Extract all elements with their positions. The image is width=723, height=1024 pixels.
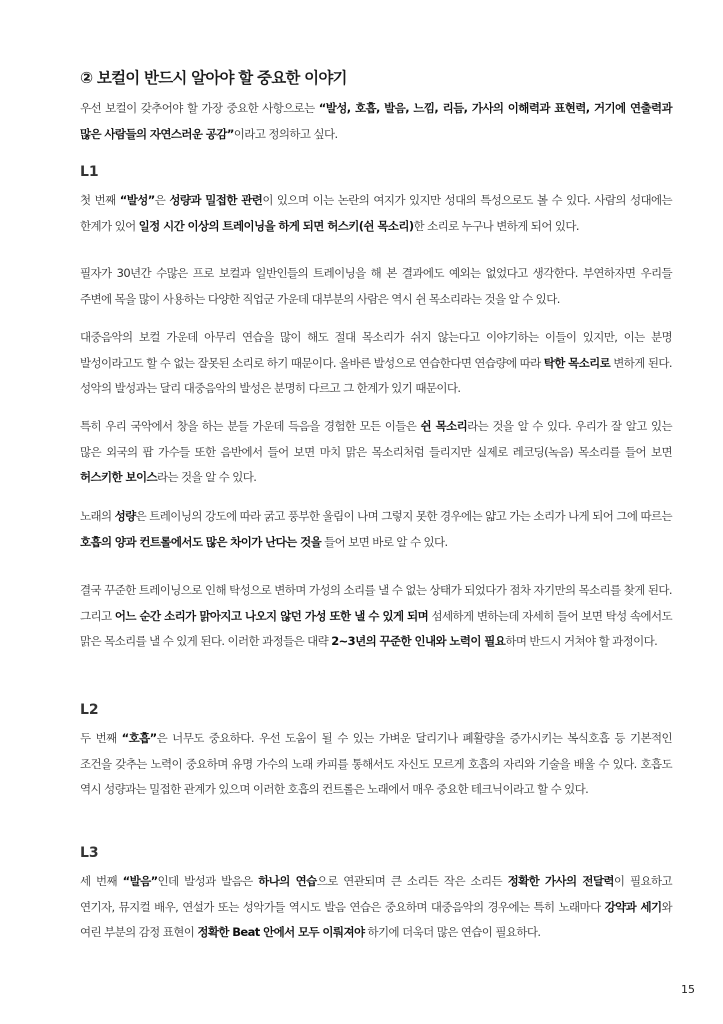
body-text: 이 있으며 이는 논란의 여지가 있지만 성대의 특성으로도 볼 수 있다. 사람의 성대에는 한계가 있어 [80, 193, 672, 233]
body-text: 두 번째 [80, 731, 122, 745]
emphasis-text: 정확한 가사의 전달력 [507, 874, 614, 888]
body-text: 라는 것을 알 수 있다. 우리가 잘 알고 있는 많은 외국의 팝 가수들 또한 음반에서 들어 보면 마치 맑은 목소리처럼 들리지만 실제로 레코딩(녹음) 목소리를 들어 보면 [80, 419, 672, 459]
emphasis-text: 일정 시간 이상의 트레이닝을 하게 되면 허스키(쉰 목소리) [138, 218, 414, 233]
emphasis-text: 성량 [114, 509, 136, 523]
body-text: 와 여린 부분의 감정 표현이 [80, 899, 673, 939]
emphasis-text: 성량과 밀접한 관련 [169, 193, 263, 207]
body-text: 이라고 정의하고 싶다. [233, 126, 338, 141]
body-text: 인데 발성과 발음은 [157, 874, 259, 888]
body-paragraph [80, 578, 672, 655]
section-l2 [80, 700, 672, 796]
body-text: 세 번째 [80, 874, 123, 888]
body-text: 은 트레이닝의 강도에 따라 굵고 풍부한 울림이 나며 그렇지 못한 경우에는 얇고 가는 소리가 나게 되어 그에 따르는 [135, 509, 672, 523]
intro-paragraph [80, 96, 672, 147]
body-paragraph [80, 261, 672, 312]
body-text: 이 필요하고 연기자, 뮤지컬 배우, 연설가 또는 성악가들 역시도 발음 연습은 중요하며 대중음악의 경우에는 특히 노래마다 [80, 874, 673, 914]
body-text: 변하게 된다. 성악의 발성과는 달리 대중음악의 발성은 분명히 다르고 그 한계가 있기 때문이다. [80, 355, 672, 395]
body-paragraph [80, 188, 672, 239]
section-l1 [80, 162, 672, 648]
section-l3 [80, 843, 673, 939]
body-text: 라는 것을 알 수 있다. [156, 470, 257, 484]
body-text: 특히 우리 국악에서 창을 하는 분들 가운데 득음을 경험한 모든 이들은 [80, 419, 421, 433]
body-text: 결국 꾸준한 트레이닝으로 인해 탁성으로 변하며 가성의 소리를 낼 수 없는 상태가 되었다가 점차 자기만의 목소리를 찾게 된다. 그리고 [80, 583, 672, 623]
body-text: 첫 번째 [80, 193, 120, 207]
body-text: 우선 보컬이 갖추어야 할 가장 중요한 사항으로는 [80, 101, 319, 115]
body-paragraph [80, 325, 672, 402]
emphasis-text: 정확한 Beat 안에서 모두 이뤄져야 [197, 925, 365, 939]
emphasis-text: “발성, 호흡, 발음, 느낌, 리듬, 가사의 이해력과 표현력, 거기에 연출력과 많은 사람들의 자연스러운 공감” [80, 101, 672, 141]
body-text: 하며 반드시 거쳐야 할 과정이다. [505, 634, 658, 648]
emphasis-text: 허스키한 보이스 [80, 470, 157, 484]
body-text: 은 [154, 193, 170, 207]
page-number: 15 [681, 983, 695, 996]
section-heading: L3 [80, 845, 99, 861]
emphasis-text: “호흡” [121, 731, 157, 745]
body-text: 으로 연관되며 큰 소리든 작은 소리든 [316, 874, 508, 888]
body-text: 필자가 30년간 수많은 프로 보컬과 일반인들의 트레이닝을 해 본 결과에도 예외는 없었다고 생각한다. 부연하자면 우리들 주변에 목을 많이 사용하는 다양한 직업군 가운데 대부분의 사람은 역시 쉰 목소리라는 것을 알 수 있다. [80, 266, 672, 306]
body-text: 노래의 [80, 509, 115, 523]
emphasis-text: 강약과 세기 [604, 899, 662, 914]
emphasis-text: 호흡의 양과 컨트롤에서도 많은 차이가 난다는 것을 [80, 534, 322, 549]
emphasis-text: “발성” [119, 193, 155, 207]
emphasis-text: 탁한 목소리로 [543, 355, 611, 370]
page-title: ② 보컬이 반드시 알아야 할 중요한 이야기 [80, 69, 347, 87]
body-text: 하기에 더욱더 많은 연습이 필요하다. [364, 925, 541, 939]
emphasis-text: 하나의 연습 [258, 874, 317, 888]
body-text: 한 소리로 누구나 변하게 되어 있다. [413, 218, 579, 233]
body-paragraph [80, 414, 672, 491]
body-paragraph [80, 504, 672, 555]
body-text: 은 너무도 중요하다. 우선 도움이 될 수 있는 가벼운 달리기나 폐활량을 증가시키는 복식호흡 등 기본적인 조건을 갖추는 노력이 중요하며 유명 가수의 노래 카피를 통해서도 자신도 모르게 호흡의 자리와 기술을 배울 수 있다. 호흡도 역시 성량과는 밀접한 관계가 있으며 이러한 호흡의 컨트롤은 노래에서 매우 중요한 테크닉이라고 할 수 있다. [80, 731, 672, 796]
emphasis-text: “발음” [122, 874, 158, 888]
section-heading: L1 [80, 164, 99, 180]
body-text: 섬세하게 변하는데 자세히 들어 보면 탁성 속에서도 맑은 목소리를 낼 수 있게 된다. 이러한 과정들은 대략 [80, 608, 672, 648]
section-heading: L2 [80, 702, 99, 718]
body-paragraph [80, 726, 672, 803]
body-text: 대중음악의 보컬 가운데 아무리 연습을 많이 해도 절대 목소리가 쉬지 않는다고 이야기하는 이들이 있지만, 이는 분명 발성이라고도 할 수 없는 잘못된 소리로 하기 때문이다. 올바른 발성으로 연습한다면 연습량에 따라 [80, 330, 672, 370]
emphasis-text: 쉰 목소리 [420, 419, 468, 433]
emphasis-text: 어느 순간 소리가 맑아지고 나오지 않던 가성 또한 낼 수 있게 되며 [114, 608, 429, 623]
body-text: 들어 보면 바로 알 수 있다. [321, 534, 448, 549]
body-paragraph [80, 869, 672, 946]
emphasis-text: 2~3년의 꾸준한 인내와 노력이 필요 [331, 634, 506, 648]
